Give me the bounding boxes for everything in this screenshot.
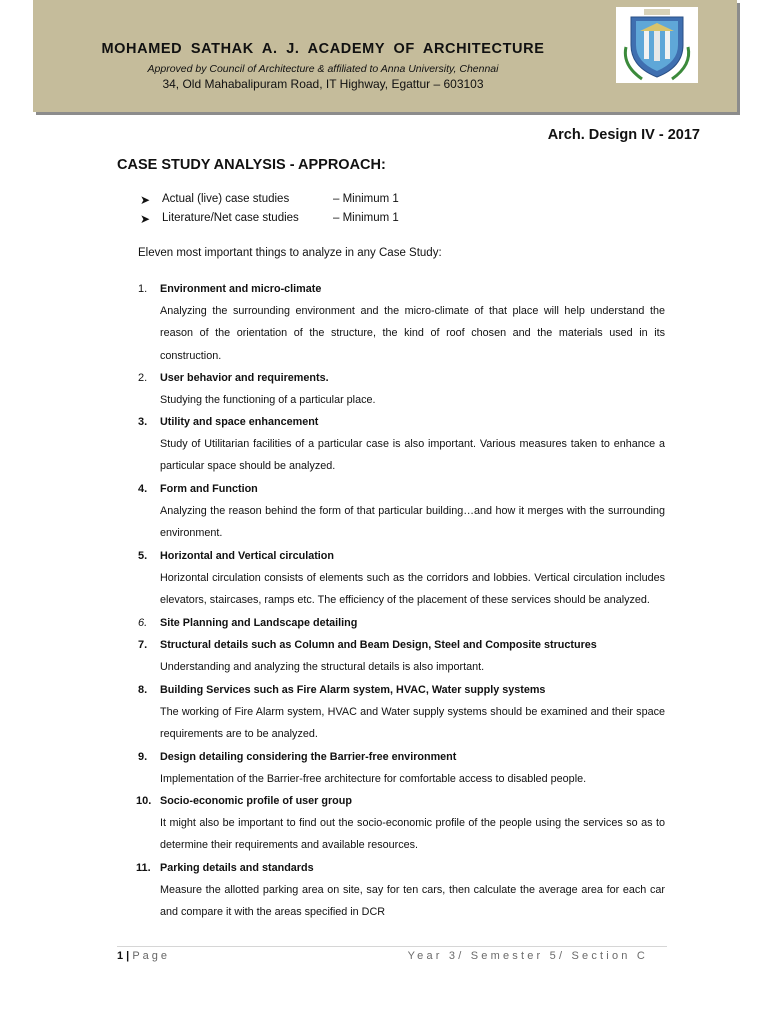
item-body: Analyzing the surrounding environment and the micro-climate of that place will help understand the reason of the orientation of the structure, the kind of roof chosen and the materials used in its construction.	[160, 305, 665, 362]
item-number: 5.	[138, 550, 148, 562]
item-heading: Structural details such as Column and Beam Design, Steel and Composite structures	[160, 639, 597, 651]
item-number: 6.	[138, 617, 148, 629]
item-heading: Design detailing considering the Barrier-free environment	[160, 751, 457, 763]
item-heading: Building Services such as Fire Alarm system, HVAC, Water supply systems	[160, 684, 546, 696]
item-heading: Site Planning and Landscape detailing	[160, 617, 358, 629]
footer-divider	[117, 946, 667, 947]
page-separator: |	[123, 950, 133, 962]
item-body: Understanding and analyzing the structural details is also important.	[160, 661, 485, 673]
item-body: It might also be important to find out the socio-economic profile of the people using the services so as to determine their requirements and available resources.	[160, 817, 665, 852]
item-heading: Horizontal and Vertical circulation	[160, 550, 334, 562]
item-body: Horizontal circulation consists of elements such as the corridors and lobbies. Vertical circulation includes elevators, staircases, ramps etc. The efficiency of the placement of these services should be analyzed.	[160, 572, 665, 607]
course-title: Arch. Design IV - 2017	[547, 127, 700, 143]
bullet-label: Literature/Net case studies	[162, 212, 299, 224]
item-heading: Form and Function	[160, 483, 258, 495]
bullet-label: Actual (live) case studies	[162, 193, 290, 205]
bullet-value: – Minimum 1	[333, 212, 399, 224]
arrowhead-bullet-icon: ➤	[140, 212, 151, 226]
section-title: CASE STUDY ANALYSIS - APPROACH:	[117, 157, 386, 173]
item-body: Measure the allotted parking area on site, say for ten cars, then calculate the average area for each car and compare it with the areas specified in DCR	[160, 884, 665, 919]
item-number: 11.	[136, 862, 151, 874]
item-number: 10.	[136, 795, 152, 807]
item-heading: User behavior and requirements.	[160, 372, 329, 384]
item-number: 8.	[138, 684, 148, 696]
item-body: Study of Utilitarian facilities of a particular case is also important. Various measures taken to enhance a particular space should be analyzed.	[160, 438, 665, 473]
item-body: Analyzing the reason behind the form of that particular building…and how it merges with the surrounding environment.	[160, 505, 665, 540]
item-number: 3.	[138, 416, 148, 428]
footer-semester: Year 3/ Semester 5/ Section C	[407, 950, 648, 962]
item-heading: Socio-economic profile of user group	[160, 795, 352, 807]
item-number: 4.	[138, 483, 148, 495]
page-word: Page	[132, 950, 171, 962]
item-body: Implementation of the Barrier-free architecture for comfortable access to disabled people.	[160, 773, 587, 785]
item-heading: Utility and space enhancement	[160, 416, 319, 428]
item-heading: Environment and micro-climate	[160, 283, 322, 295]
page-number: 1	[117, 950, 124, 962]
item-body: Studying the functioning of a particular place.	[160, 394, 376, 406]
footer-page-number	[117, 950, 170, 962]
item-number: 7.	[138, 639, 148, 651]
address-line: 34, Old Mahabalipuram Road, IT Highway, Egattur – 603103	[162, 77, 484, 91]
approval-line: Approved by Council of Architecture & affiliated to Anna University, Chennai	[147, 63, 499, 75]
item-number: 9.	[138, 751, 148, 763]
item-number: 1.	[138, 283, 148, 295]
item-number: 2.	[138, 372, 148, 384]
bullet-item	[140, 212, 520, 228]
bullet-value: – Minimum 1	[333, 193, 399, 205]
institution-name: MOHAMED SATHAK A. J. ACADEMY OF ARCHITECTURE	[101, 41, 545, 57]
bullet-item	[140, 193, 520, 209]
intro-text: Eleven most important things to analyze in any Case Study:	[138, 247, 442, 259]
item-body: The working of Fire Alarm system, HVAC and Water supply systems should be examined and their space requirements are to be analyzed.	[160, 706, 665, 741]
arrowhead-bullet-icon: ➤	[140, 193, 151, 207]
academy-emblem-icon	[616, 7, 698, 83]
item-heading: Parking details and standards	[160, 862, 314, 874]
